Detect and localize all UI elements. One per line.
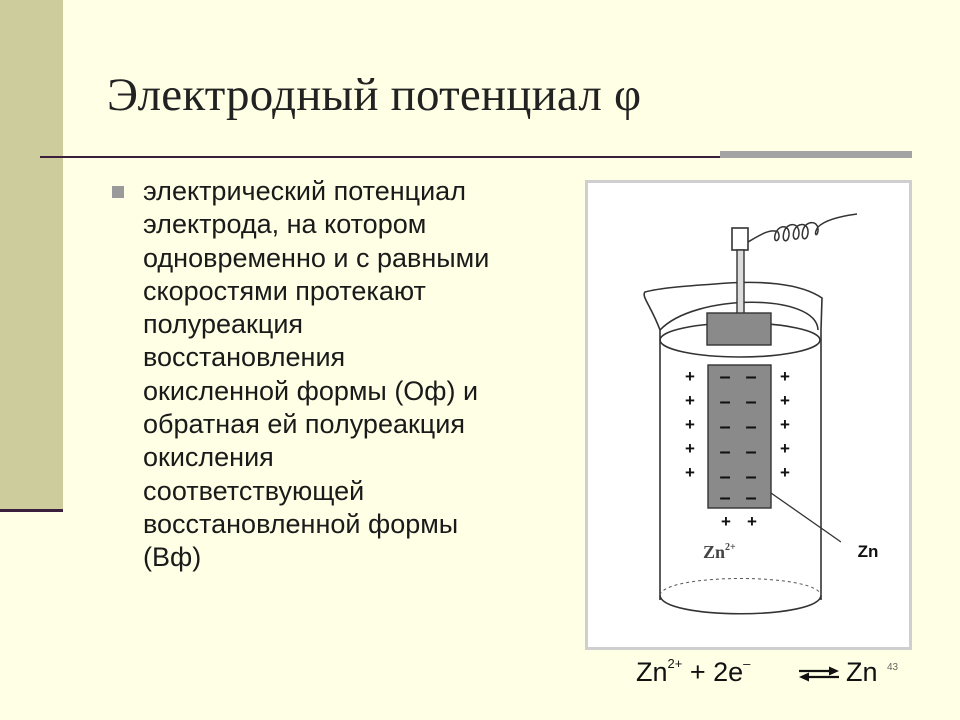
definition-line: восстановления [143,342,346,373]
plus-sign: + [780,391,790,410]
plus-sign: + [685,415,695,434]
definition-line: окисленной формы (Оф) и [143,375,479,406]
definition-line: полуреакция [143,309,304,340]
sidebar-strip [0,0,63,512]
equation-electron-charge: – [743,656,751,671]
plus-sign: + [747,512,757,531]
plus-sign: + [780,415,790,434]
rod-clamp [732,228,748,250]
equilibrium-equation [636,657,750,688]
plus-sign: + [685,367,695,386]
plus-sign: + [780,439,790,458]
definition-line: электрода, на котором [143,209,427,240]
equation-electrons: + 2e [682,657,744,687]
electrode-top [707,313,771,345]
electrode-label: Zn [857,542,879,561]
plus-sign: + [685,463,695,482]
sidebar-divider [0,509,63,512]
plus-sign: + [685,391,695,410]
page-number: 43 [887,662,899,673]
zinc-plate [708,365,771,508]
plus-sign: + [780,367,790,386]
electrode-rod [737,250,744,316]
minus-sign: – [719,391,731,413]
plus-sign: + [721,512,731,531]
title-divider [40,156,720,158]
definition-line: скоростями протекают [143,275,426,306]
bullet-marker [112,186,124,198]
definition-line: обратная ей полуреакция [143,409,465,440]
plus-sign: + [685,439,695,458]
minus-sign: – [719,441,731,463]
definition-line: соответствующей [143,475,365,506]
definition-line: одновременно и с равными [143,242,490,273]
minus-sign: – [719,416,731,438]
definition-text [143,175,573,575]
minus-sign: – [745,487,757,509]
definition-line: окисления [143,442,274,473]
equation-product: Zn [846,657,878,687]
ion-symbol: Zn [703,542,726,562]
equation-reactant: Zn [636,657,668,687]
minus-sign: – [719,466,731,488]
ion-charge: 2+ [725,542,736,553]
definition-line: электрический потенциал [143,176,466,206]
minus-sign: – [719,366,731,388]
minus-sign: – [745,466,757,488]
definition-line: (Вф) [143,542,202,573]
minus-sign: – [745,416,757,438]
plus-sign: + [780,463,790,482]
minus-sign: – [745,391,757,413]
title-divider-accent [720,151,912,158]
minus-sign: – [745,441,757,463]
minus-sign: – [719,487,731,509]
equation-reactant-charge: 2+ [667,656,683,671]
definition-line: восстановленной формы [143,508,459,539]
zinc-electrode-figure [585,180,912,650]
minus-sign: – [745,366,757,388]
slide-title: Электродный потенциал φ [107,69,642,121]
equilibrium-arrows-icon [797,666,841,682]
